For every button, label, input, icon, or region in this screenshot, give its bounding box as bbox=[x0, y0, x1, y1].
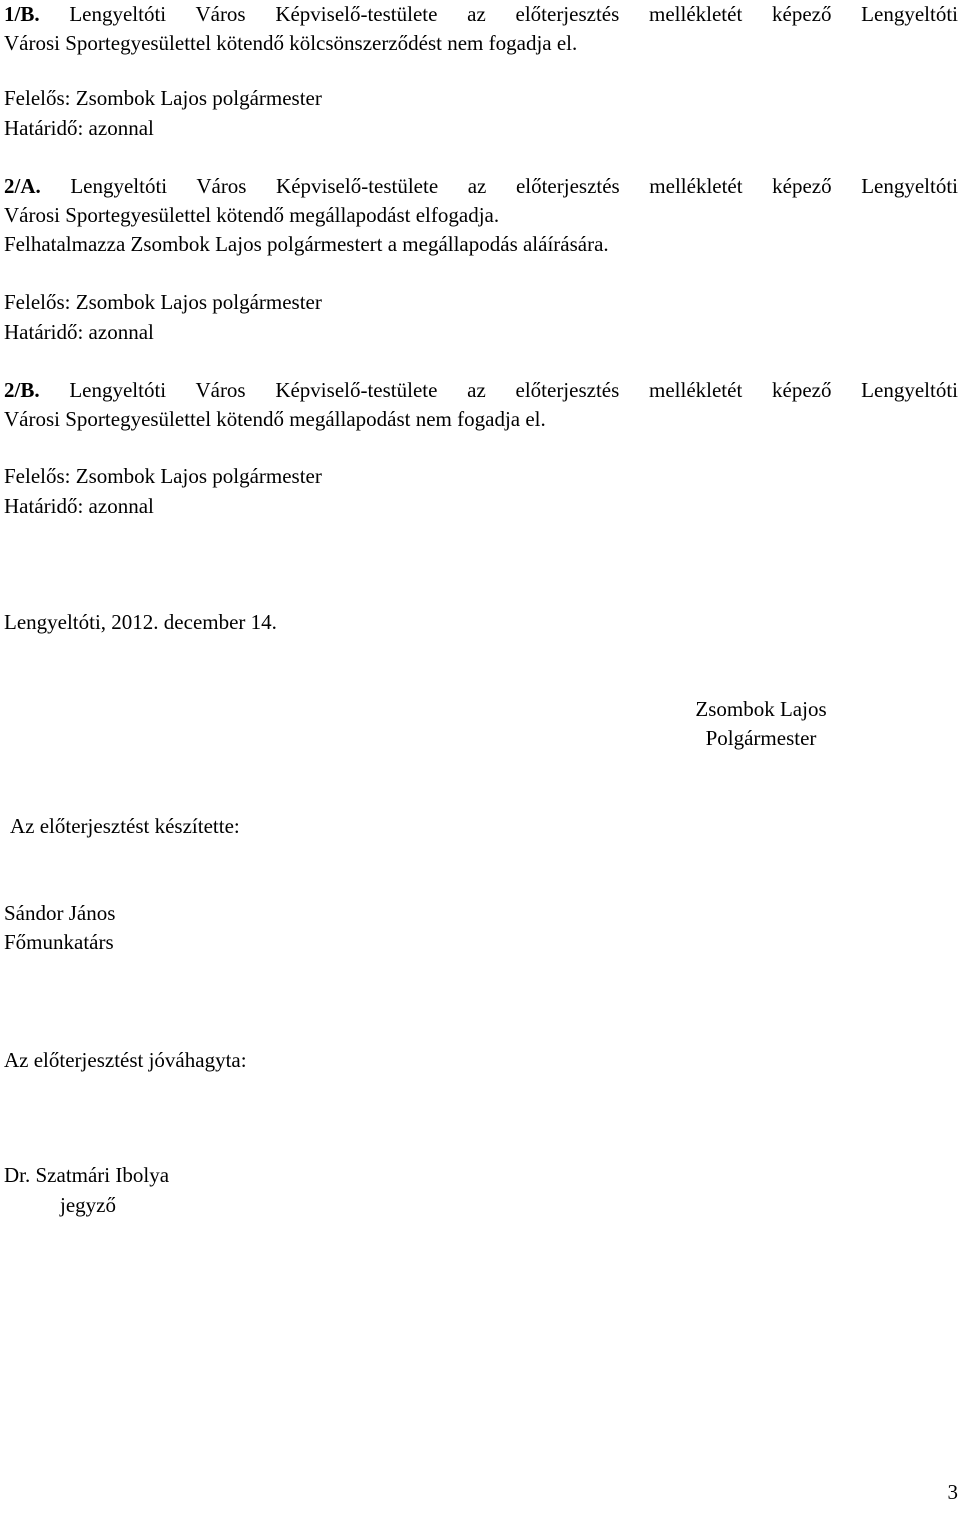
resolution-1b-deadline: Határidő: azonnal bbox=[4, 116, 154, 140]
resolution-2b-line-2: Városi Sportegyesülettel kötendő megállapodást nem fogadja el. bbox=[4, 407, 546, 431]
resolution-1b-line-1: Lengyeltóti Város Képviselő-testülete az előterjesztés mellékletét képező Lengyeltóti bbox=[69, 2, 958, 26]
resolution-2a-deadline: Határidő: azonnal bbox=[4, 320, 154, 344]
resolution-1b-line-2: Városi Sportegyesülettel kötendő kölcsönszerződést nem fogadja el. bbox=[4, 31, 578, 55]
prepared-by-label: Az előterjesztést készítette: bbox=[10, 814, 240, 838]
signatory-title: Polgármester bbox=[705, 726, 817, 750]
prepared-by-name: Sándor János bbox=[4, 901, 116, 925]
approved-by-title: jegyző bbox=[60, 1193, 116, 1217]
resolution-2b-id: 2/B. bbox=[4, 378, 40, 402]
resolution-2a-responsible: Felelős: Zsombok Lajos polgármester bbox=[4, 290, 322, 314]
resolution-2a-id: 2/A. bbox=[4, 174, 41, 198]
approved-by-name: Dr. Szatmári Ibolya bbox=[4, 1163, 170, 1187]
resolution-2a-line-3: Felhatalmazza Zsombok Lajos polgármestert a megállapodás aláírására. bbox=[4, 232, 609, 256]
page-number: 3 bbox=[947, 1480, 958, 1504]
resolution-1b-id: 1/B. bbox=[4, 2, 40, 26]
prepared-by-title: Főmunkatárs bbox=[4, 930, 114, 954]
resolution-2b-line-1: Lengyeltóti Város Képviselő-testülete az előterjesztés mellékletét képező Lengyeltóti bbox=[69, 378, 958, 402]
resolution-2b-text bbox=[4, 376, 958, 434]
resolution-2a-line-1: Lengyeltóti Város Képviselő-testülete az előterjesztés mellékletét képező Lengyeltóti bbox=[70, 174, 958, 198]
resolution-2b-deadline: Határidő: azonnal bbox=[4, 494, 154, 518]
place-date: Lengyeltóti, 2012. december 14. bbox=[4, 610, 277, 634]
resolution-1b-responsible: Felelős: Zsombok Lajos polgármester bbox=[4, 86, 322, 110]
signatory-name: Zsombok Lajos bbox=[695, 697, 827, 721]
resolution-2a-text bbox=[4, 172, 958, 259]
resolution-2a-line-2: Városi Sportegyesülettel kötendő megállapodást elfogadja. bbox=[4, 203, 500, 227]
resolution-1b-text bbox=[4, 0, 958, 58]
approved-by-label: Az előterjesztést jóváhagyta: bbox=[4, 1048, 247, 1072]
resolution-2b-responsible: Felelős: Zsombok Lajos polgármester bbox=[4, 464, 322, 488]
